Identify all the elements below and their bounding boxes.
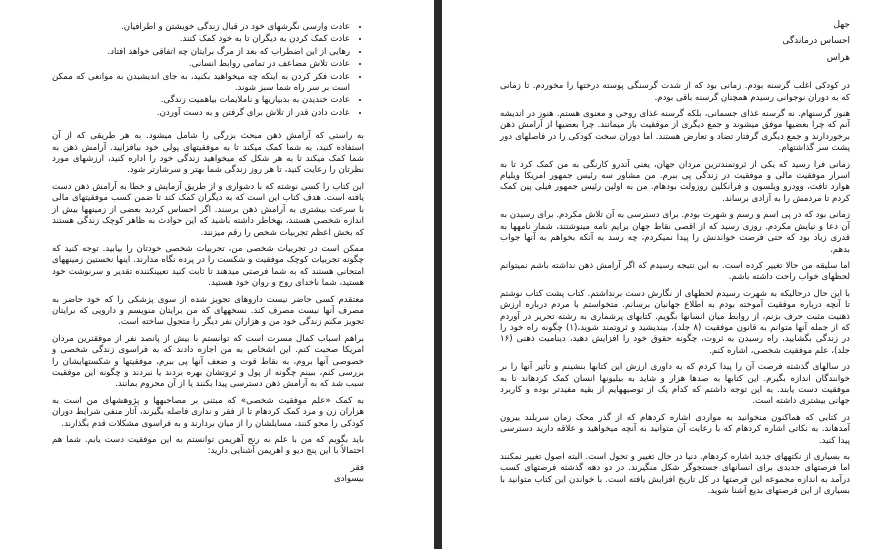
demon-item: احساس درماندگی — [782, 36, 850, 47]
list-item: • عادت دادن قدر از تلاش برای گرفتن و به دست آوردن. — [52, 108, 350, 119]
demon-item: هراس — [826, 52, 850, 63]
body-paragraph: با این حال درحالیکه به شهرت رسیدم لحظهای از نگارش دست برنداشتم. کتاب پشت کتاب نوشتم تا آنچه درباره موفقیت آموخته بودم به اطلاع جهانیان برسانم. متخواستم با مردم درباره ارزش ذهنیت مثبت حرف بزنم، از روابط میان انسانها بگویم. کتابهای پرشماری به رشته تحریر در آوردم که از جمله آنها متوانم به قانون موفقیت (۸ جلد)، بیندیشید و ثروتمند شوید،(۱) چگونه راه خود را در زندگی بگشایید، راه رسیدن به ثروت، چگونه حقوق خود را افزایش دهید، دینامیت ذهنی (۱۶ جلد)، علم موفقیت شخصی، اشاره کنم. — [500, 288, 851, 356]
list-item: • عادت خندیدن به بدبیاریها و ناملایمات بیاهمیت زندگی. — [52, 95, 350, 106]
body-paragraph: زمانی بود که در پی اسم و رسم و شهرت بودم. برای دسترسی به آن تلاش مکردم. برای رسیدن به آن دعا و نیایش مکردم. روزی رسید که از اقصی نقاط جهان برایم نامه مینوشتند، شمار نامهها به قدری زیاد بود که حتی فرصت خواندنش را پیدا نمیکردم، چه رسد به آنکه بخواهم به آنها جواب بدهم. — [500, 210, 850, 255]
book-gutter — [434, 0, 442, 549]
list-item: • عادت فکر کردن به اینکه چه میخواهید بکنید، به جای اندیشیدن به موانعی که ممکن است بر سر راه شما سبز شوند. — [52, 72, 350, 95]
right-page — [442, 0, 872, 549]
body-paragraph: به راستی که آرامش ذهن مبحث بزرگی را شامل میشود. به هر طریقی که از آن استفاده کنید، به شما کمک میکند تا به موفقیتهای پولی خود بیافزایید. آرامش ذهن به شما کمک میکند تا به هر شکل که میخواهید زندگی خود را اداره کنید، ارزشهای مورد نظرتان را رعایت کنید، تا هر روز زندگی شما بهتر و سرشارتر شود. — [52, 131, 364, 176]
body-paragraph: باید بگویم که من با علم به رنج آهریمن توانستم به این موفقیت دست یابم. شما هم احتمالاً با این پنج دیو و اهریمن آشنایی دارید: — [52, 435, 364, 457]
body-paragraph: زمانی فرا رسید که یکی از ثروتمندترین مردان جهان، یعنی آندرو کارنگی به من کمک کرد تا به اسرار موفقیت مالی و موفقیت در زندگی پی ببرم. من مشاور سه رئیس جمهور امریکا ویلیام هوارد تافت، وودرو ویلسون و فرانکلین روزولت بودهام. من به اولین رئیس جمهور فیلی پین کمک کردم تا مردمش را به آزادی برساند. — [500, 159, 850, 204]
body-paragraph: ممکن است در تجربیات شخصی من، تجربیات شخصی خودتان را بیابید. توجه کنید که چگونه تجربیات کوچک موفقیت و شکست را در پرده نگاه مدارند. اینها نخستین زمینههای امتحانی هستند که به شما فرصتی میدهند تا ثابت کنید تعیینکننده تقدیر و سرنوشت خود هستید، شما ناخدای روح و روان خود هستید. — [52, 243, 364, 289]
body-paragraph: اما سلیقه من حالا تغییر کرده است. به این نتیجه رسیدم که اگر آرامش ذهن نداشته باشم نمیتوانم لحظهای خواب راحت داشته باشم. — [500, 260, 850, 283]
body-paragraph: در کودکی اغلب گرسنه بودم. زمانی بود که از شدت گرسنگی پوسته درختها را مخوردم. تا زمانی که به دوران نوجوانی رسیدم همچنان گرسنه باقی بودم. — [500, 81, 850, 103]
body-paragraph: به بسیاری از نکتههای جدید اشاره کردهام. دنیا در حال تغییر و تحول است. البته اصول تغییر نمکنند اما فرصتهای جدیدی برای انسانهای جستجوگر شکل منگیرند. در دو دهه گذشته فرصتهای کسب درآمد به اندازه مجموعه این فرصتها در کل تاریخ افزایش یافته است. با خواندن این کتاب متوانید با بسیاری از این فرصتهای بدیع آشنا شوید. — [500, 452, 850, 497]
body-paragraph: معتقدم کسی حاضر نیست داروهای تجویز شده از سوی پزشکی را که خود حاضر به مصرف آنها نیست مصرف کند. نسخههای که من برایتان منویسم و دارویی که برایتان تجویز مکنم زندگی خود من و هزاران نفر دیگر را متحول ساخته است. — [52, 294, 364, 328]
body-paragraph: این کتاب را کسی نوشته که با دشواری و از طریق آزمایش و خطا به آرامش ذهن دست یافته است. هدف کتاب این است که به دیگران کمک کند تا ضمن کسب موفقیتهای مالی با سرعت بیشتری به آرامش ذهن برسند. اگر احساس کردید بعضی از زمینهها بیش از اندازه شخصی هستند، بهخاطر داشته باشید که این حوادث به ظاهر کوچک زندگی هستند که بخش اعظم تجربیات شخص را رقم میزنند. — [52, 181, 364, 238]
left-page — [0, 0, 434, 549]
list-item: • عادت تلاش مضاعف در تمامی روابط انسانی. — [52, 59, 350, 70]
list-item: • عادت کمک کردن به دیگران تا به خود کمک کنند. — [52, 34, 350, 45]
body-paragraph: در سالهای گذشته فرصت آن را پیدا کردم که به داوری ارزش این کتابها بنشینم و تأثیر آنها را بر خوانندگان اندازه بگیرم. این کتابها به صدها هزار و شاید به بیلیونها انسان کمک کردهاند تا به موفقیت دست یابند. به این توجه داشتم که کدام یک از توصیههایم از بقیه مفیدتر بوده و کاربرد جهانی بیشتری داشته است. — [500, 362, 850, 407]
demon-item: بیسوادی — [333, 474, 364, 485]
body-paragraph: در کتابی که هماکنون منخوانید به مواردی اشاره کردهام که از گذر محک زمان سربلند بیرون آمدهاند. به نکاتی اشاره کردهام که با رعایت آن متوانید به آنچه میخواهید و علاقه دارید دسترسی پیدا کنید. — [500, 412, 850, 446]
demon-item: جهل — [833, 20, 850, 30]
list-item: • رهایی از این اضطراب که بعد از مرگ برایتان چه اتفاقی خواهد افتاد. — [52, 47, 350, 58]
list-item: • عادت وارسی نگرشهای خود در قبال زندگی خویشتن و اطرافیان. — [52, 22, 350, 33]
demon-list — [500, 20, 850, 64]
demon-item: فقر — [350, 462, 364, 473]
body-paragraph: هنوز گرسنهام. نه گرسنه غذای جسمانی، بلکه گرسنه غذای روحی و معنوی هستم. هنوز در اندیشه آنم که چرا بعضیها موفق میشوند و جمع دیگری از موفقیت باز میمانند. چرا بعضیها از آرامش ذهن برخوردارند و جمع دیگری گرفتار تضاد و تعارض هستند. اما دوران سخت کودکی را در فاصلهای دور پشت سر گذاشتهام. — [500, 109, 850, 154]
body-paragraph: به کمک «علم موفقیت شخصی» که مبتنی بر مصاحبهها و پژوهشهای من است به هزاران زن و مرد کمک کردهام تا از فقر و نداری فاصله بگیرند، آثار منفی شرایط دوران کودکی را محو کنند، مسایلشان را از میان بردارند و به فراسوی مشکلات قدم بگذارند. — [52, 395, 364, 429]
habits-list — [52, 22, 364, 119]
body-paragraph: براهم اسباب کمال مسرت است که توانستم با بیش از پانصد نفر از موفقترین مردان امریکا صحبت کنم. این اشخاص به من اجازه دادند که به فراسوی زندگی شخصی و خصوصی آنها بروم، به نقاط قوت و ضعف آنها پی ببرم، موفقیتها و شکستهایشان را بررسی کنم، ببینم چگونه از پول و ثروتشان بهره بردند یا نبردند و چگونه این موفقیت سبب شد که به آرامش ذهن دسترسی پیدا بکنند یا از آن محروم بمانند. — [52, 333, 364, 390]
